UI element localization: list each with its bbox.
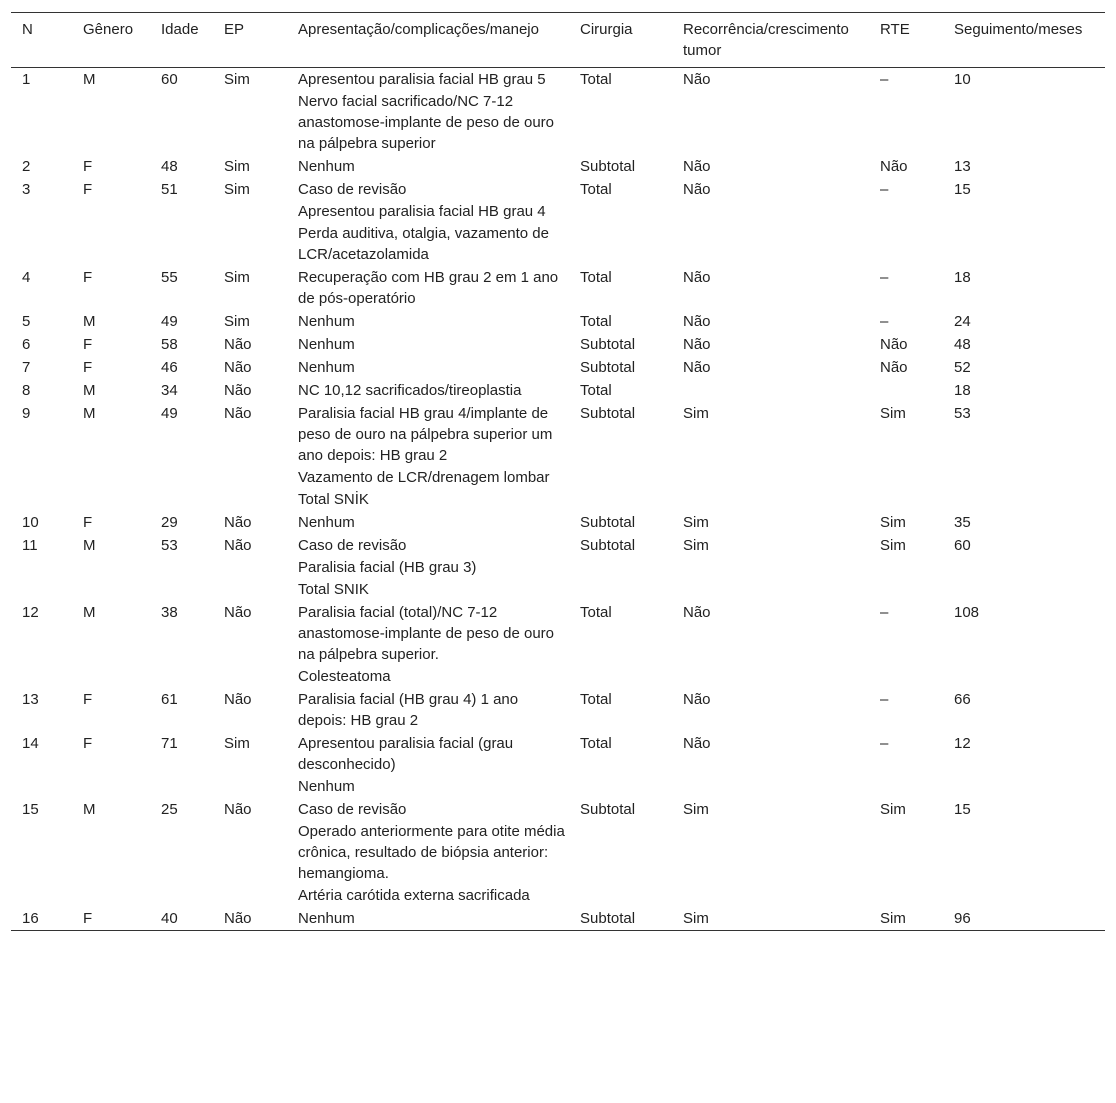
table-row: [11, 356, 1105, 379]
presentation-line: Nenhum: [298, 514, 355, 531]
cell-seguimento: 10: [954, 71, 971, 88]
cell-idade: 60: [161, 71, 178, 88]
cell-recorrencia: Sim: [683, 514, 709, 531]
cell-seguimento: 96: [954, 910, 971, 927]
cell-ep: Não: [224, 514, 252, 531]
cell-seguimento: 35: [954, 514, 971, 531]
table-row: [11, 688, 1105, 732]
cell-seguimento: 13: [954, 158, 971, 175]
header-rte: RTE: [880, 21, 910, 38]
cell-rte: Sim: [880, 405, 906, 422]
cell-seguimento: 15: [954, 181, 971, 198]
cell-genero: M: [83, 313, 96, 330]
header-row: [11, 13, 1105, 68]
cell-recorrencia: Não: [683, 269, 711, 286]
header-cirurgia: Cirurgia: [580, 21, 633, 38]
cell-genero: F: [83, 735, 93, 752]
header-ep: EP: [224, 21, 245, 38]
cell-n: 7: [22, 359, 31, 376]
cell-cirurgia: Subtotal: [580, 514, 636, 531]
table-row: [11, 266, 1105, 310]
header-n: N: [22, 21, 33, 38]
presentation-line: Vazamento de LCR/drenagem lombar: [298, 469, 550, 486]
cell-ep: Não: [224, 910, 252, 927]
cell-cirurgia: Subtotal: [580, 537, 636, 554]
cell-recorrencia: Não: [683, 359, 711, 376]
cell-genero: F: [83, 336, 93, 353]
cell-apresentacao: [287, 333, 569, 356]
cell-ep: Não: [224, 691, 252, 708]
cell-apresentacao: [287, 907, 569, 931]
presentation-line: Apresentou paralisia facial (grau desconhecido): [298, 735, 514, 773]
cell-recorrencia: Não: [683, 604, 711, 621]
cell-n: 13: [22, 691, 39, 708]
cell-rte: Não: [880, 158, 908, 175]
table-header: [11, 13, 1105, 68]
cell-ep: Não: [224, 604, 252, 621]
cell-n: 12: [22, 604, 39, 621]
cell-cirurgia: Total: [580, 382, 612, 399]
cell-cirurgia: Subtotal: [580, 359, 636, 376]
cell-n: 14: [22, 735, 39, 752]
header-idade: Idade: [161, 21, 199, 38]
cell-rte: –: [880, 181, 889, 198]
cell-recorrencia: [672, 379, 869, 402]
cell-cirurgia: Total: [580, 604, 612, 621]
cell-genero: F: [83, 691, 93, 708]
table-row: [11, 402, 1105, 511]
presentation-line: Colesteatoma: [298, 668, 391, 685]
cell-apresentacao: [287, 534, 569, 601]
cell-ep: Não: [224, 382, 252, 399]
header-apresentacao: Apresentação/complicações/manejo: [298, 21, 539, 38]
table-row: [11, 511, 1105, 534]
cell-rte: Sim: [880, 910, 906, 927]
presentation-line: Paralisia facial HB grau 4/implante de peso de ouro na pálpebra superior um ano depois: HB grau 2: [298, 405, 553, 464]
cell-idade: 40: [161, 910, 178, 927]
presentation-line: Operado anteriormente para otite média crônica, resultado de biópsia anterior: hemangioma.: [298, 823, 565, 882]
cell-idade: 38: [161, 604, 178, 621]
cell-idade: 49: [161, 313, 178, 330]
table-row: [11, 68, 1105, 156]
data-table-container: [11, 12, 1105, 931]
cell-ep: Sim: [224, 158, 250, 175]
cell-idade: 48: [161, 158, 178, 175]
cell-cirurgia: Total: [580, 691, 612, 708]
cell-apresentacao: [287, 155, 569, 178]
cell-idade: 25: [161, 801, 178, 818]
cell-idade: 53: [161, 537, 178, 554]
cell-recorrencia: Não: [683, 158, 711, 175]
cell-genero: M: [83, 801, 96, 818]
cell-cirurgia: Subtotal: [580, 801, 636, 818]
cell-idade: 49: [161, 405, 178, 422]
cell-recorrencia: Não: [683, 691, 711, 708]
cell-n: 6: [22, 336, 31, 353]
presentation-line: Nenhum: [298, 158, 355, 175]
cell-rte: –: [880, 691, 889, 708]
table-row: [11, 333, 1105, 356]
cell-genero: F: [83, 359, 93, 376]
data-table: [11, 12, 1105, 931]
cell-cirurgia: Subtotal: [580, 336, 636, 353]
cell-cirurgia: Subtotal: [580, 158, 636, 175]
cell-ep: Sim: [224, 313, 250, 330]
cell-idade: 61: [161, 691, 178, 708]
cell-rte: Sim: [880, 537, 906, 554]
cell-rte: Sim: [880, 514, 906, 531]
cell-seguimento: 52: [954, 359, 971, 376]
cell-n: 2: [22, 158, 31, 175]
cell-n: 16: [22, 910, 39, 927]
cell-apresentacao: [287, 732, 569, 798]
cell-ep: Não: [224, 801, 252, 818]
cell-cirurgia: Total: [580, 269, 612, 286]
table-row: [11, 379, 1105, 402]
table-row: [11, 798, 1105, 907]
cell-rte: –: [880, 313, 889, 330]
table-row: [11, 907, 1105, 931]
cell-genero: M: [83, 405, 96, 422]
presentation-line: Paralisia facial (HB grau 4) 1 ano depois: HB grau 2: [298, 691, 519, 729]
cell-seguimento: 24: [954, 313, 971, 330]
cell-seguimento: 53: [954, 405, 971, 422]
cell-rte: [869, 379, 943, 402]
presentation-line: Nenhum: [298, 778, 355, 795]
cell-apresentacao: [287, 266, 569, 310]
cell-idade: 46: [161, 359, 178, 376]
cell-recorrencia: Sim: [683, 537, 709, 554]
cell-genero: M: [83, 382, 96, 399]
cell-recorrencia: Sim: [683, 910, 709, 927]
cell-idade: 51: [161, 181, 178, 198]
cell-recorrencia: Não: [683, 71, 711, 88]
cell-seguimento: 66: [954, 691, 971, 708]
cell-seguimento: 18: [954, 382, 971, 399]
cell-recorrencia: Sim: [683, 801, 709, 818]
table-row: [11, 178, 1105, 266]
cell-apresentacao: [287, 356, 569, 379]
cell-rte: –: [880, 735, 889, 752]
presentation-line: Caso de revisão: [298, 537, 407, 554]
cell-genero: M: [83, 71, 96, 88]
presentation-line: Paralisia facial (HB grau 3): [298, 559, 477, 576]
cell-apresentacao: [287, 798, 569, 907]
cell-rte: –: [880, 604, 889, 621]
presentation-line: Perda auditiva, otalgia, vazamento de LCR/acetazolamida: [298, 225, 549, 263]
cell-apresentacao: [287, 310, 569, 333]
cell-genero: M: [83, 537, 96, 554]
cell-genero: F: [83, 514, 93, 531]
cell-n: 3: [22, 181, 31, 198]
cell-seguimento: 108: [954, 604, 980, 621]
table-body: [11, 68, 1105, 931]
cell-idade: 55: [161, 269, 178, 286]
presentation-line: Apresentou paralisia facial HB grau 4: [298, 203, 546, 220]
cell-idade: 58: [161, 336, 178, 353]
cell-cirurgia: Subtotal: [580, 910, 636, 927]
cell-genero: F: [83, 910, 93, 927]
cell-n: 11: [22, 537, 38, 554]
cell-rte: Sim: [880, 801, 906, 818]
cell-idade: 71: [161, 735, 178, 752]
cell-ep: Sim: [224, 269, 250, 286]
cell-genero: F: [83, 269, 93, 286]
presentation-line: Artéria carótida externa sacrificada: [298, 887, 530, 904]
presentation-line: Recuperação com HB grau 2 em 1 ano de pós-operatório: [298, 269, 559, 307]
cell-ep: Não: [224, 537, 252, 554]
cell-n: 15: [22, 801, 39, 818]
presentation-line: Nervo facial sacrificado/NC 7-12 anastomose-implante de peso de ouro na pálpebra superior: [298, 93, 554, 152]
cell-recorrencia: Não: [683, 735, 711, 752]
cell-seguimento: 48: [954, 336, 971, 353]
presentation-line: Nenhum: [298, 910, 355, 927]
presentation-line: Nenhum: [298, 313, 355, 330]
presentation-line: Total SNİK: [298, 491, 369, 508]
presentation-line: Total SNIK: [298, 581, 369, 598]
cell-n: 4: [22, 269, 31, 286]
cell-n: 8: [22, 382, 31, 399]
cell-n: 10: [22, 514, 39, 531]
cell-ep: Sim: [224, 181, 250, 198]
header-recorrencia: Recorrência/crescimento tumor: [683, 21, 849, 59]
cell-idade: 34: [161, 382, 178, 399]
cell-cirurgia: Total: [580, 735, 612, 752]
cell-apresentacao: [287, 68, 569, 156]
cell-rte: –: [880, 71, 889, 88]
cell-n: 1: [22, 71, 31, 88]
presentation-line: Nenhum: [298, 359, 355, 376]
table-row: [11, 155, 1105, 178]
cell-ep: Não: [224, 359, 252, 376]
presentation-line: Caso de revisão: [298, 181, 407, 198]
cell-apresentacao: [287, 402, 569, 511]
cell-recorrencia: Não: [683, 181, 711, 198]
cell-ep: Sim: [224, 71, 250, 88]
cell-seguimento: 15: [954, 801, 971, 818]
table-row: [11, 601, 1105, 688]
cell-cirurgia: Subtotal: [580, 405, 636, 422]
cell-cirurgia: Total: [580, 313, 612, 330]
cell-recorrencia: Sim: [683, 405, 709, 422]
cell-ep: Sim: [224, 735, 250, 752]
cell-seguimento: 60: [954, 537, 971, 554]
cell-rte: Não: [880, 359, 908, 376]
cell-seguimento: 12: [954, 735, 971, 752]
cell-n: 9: [22, 405, 31, 422]
table-row: [11, 534, 1105, 601]
cell-genero: F: [83, 158, 93, 175]
header-genero: Gênero: [83, 21, 134, 38]
cell-genero: M: [83, 604, 96, 621]
presentation-line: NC 10,12 sacrificados/tireoplastia: [298, 382, 522, 399]
cell-n: 5: [22, 313, 31, 330]
presentation-line: Caso de revisão: [298, 801, 407, 818]
cell-idade: 29: [161, 514, 178, 531]
cell-apresentacao: [287, 379, 569, 402]
cell-rte: –: [880, 269, 889, 286]
cell-genero: F: [83, 181, 93, 198]
cell-cirurgia: Total: [580, 181, 612, 198]
cell-recorrencia: Não: [683, 313, 711, 330]
header-seguimento: Seguimento/meses: [954, 21, 1083, 38]
cell-apresentacao: [287, 511, 569, 534]
presentation-line: Nenhum: [298, 336, 355, 353]
cell-cirurgia: Total: [580, 71, 612, 88]
cell-ep: Não: [224, 405, 252, 422]
presentation-line: Paralisia facial (total)/NC 7-12 anastomose-implante de peso de ouro na pálpebra superior.: [298, 604, 554, 663]
cell-seguimento: 18: [954, 269, 971, 286]
cell-rte: Não: [880, 336, 908, 353]
table-row: [11, 310, 1105, 333]
table-row: [11, 732, 1105, 798]
cell-apresentacao: [287, 601, 569, 688]
cell-recorrencia: Não: [683, 336, 711, 353]
cell-apresentacao: [287, 178, 569, 266]
cell-apresentacao: [287, 688, 569, 732]
cell-ep: Não: [224, 336, 252, 353]
presentation-line: Apresentou paralisia facial HB grau 5: [298, 71, 546, 88]
